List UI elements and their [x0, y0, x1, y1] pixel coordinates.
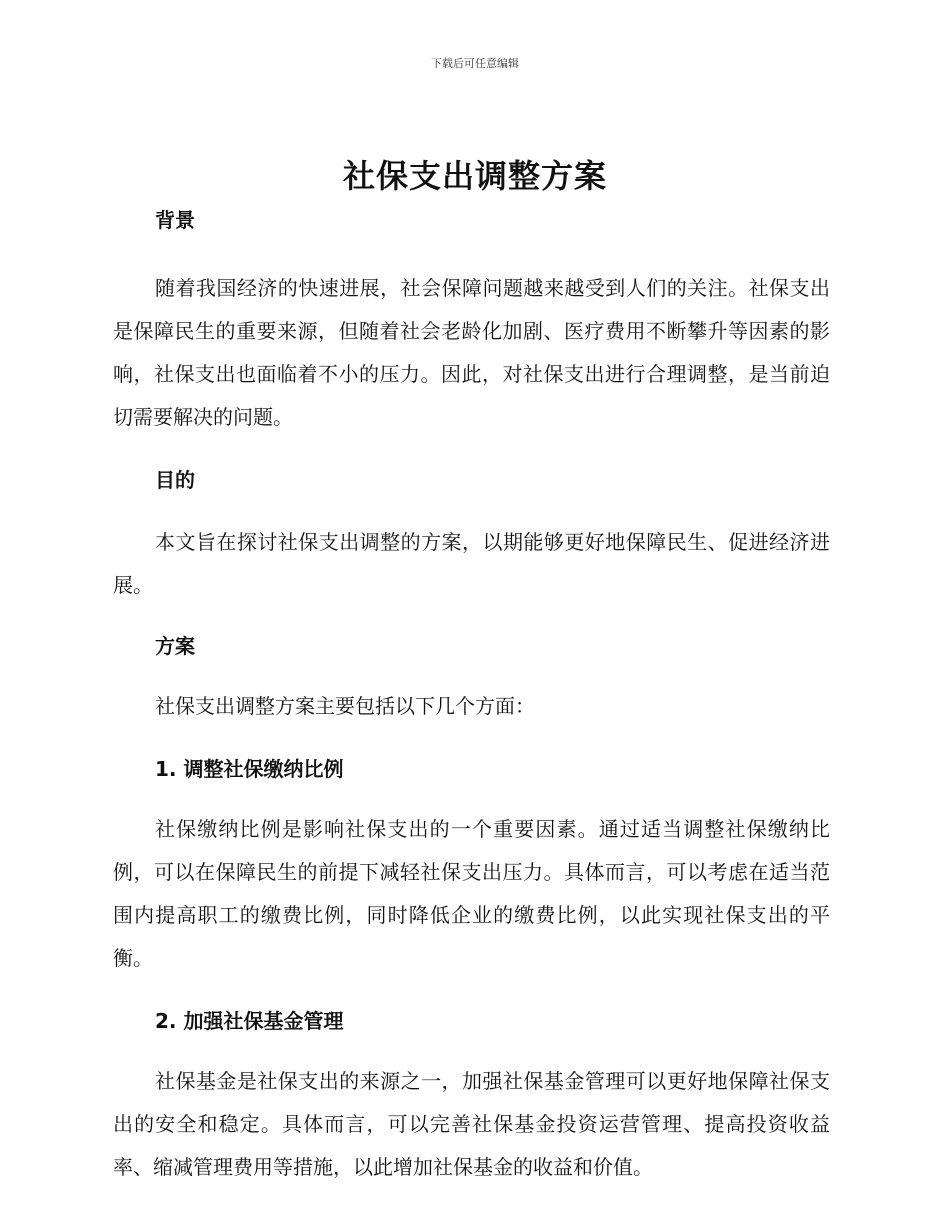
section-text-background: 随着我国经济的快速进展，社会保障问题越来越受到人们的关注。社保支出是保障民生的重要来源，但随着社会老龄化加剧、医疗费用不断攀升等因素的影响，社保支出也面临着不小的压力。因此，对社保支出进行合理调整，是当前迫切需要解决的问题。 [113, 276, 830, 429]
section-heading-item1: 1. 调整社保缴纳比例 [155, 757, 344, 781]
section-heading-plan: 方案 [155, 634, 195, 658]
header-note: 下载后可任意编辑 [431, 57, 519, 70]
section-text-purpose: 本文旨在探讨社保支出调整的方案，以期能够更好地保障民生、促进经济进展。 [113, 530, 830, 597]
section-text-plan: 社保支出调整方案主要包括以下几个方面： [155, 694, 535, 718]
section-text-item1: 社保缴纳比例是影响社保支出的一个重要因素。通过适当调整社保缴纳比例，可以在保障民生的前提下减轻社保支出压力。具体而言，可以考虑在适当范围内提高职工的缴费比例，同时降低企业的缴费比例，以此实现社保支出的平衡。 [113, 817, 830, 970]
section-text-item2: 社保基金是社保支出的来源之一，加强社保基金管理可以更好地保障社保支出的安全和稳定。具体而言，可以完善社保基金投资运营管理、提高投资收益率、缩减管理费用等措施，以此增加社保基金的收益和价值。 [113, 1069, 830, 1179]
section-heading-background: 背景 [155, 208, 195, 232]
document-title: 社保支出调整方案 [342, 157, 607, 195]
section-heading-item2: 2. 加强社保基金管理 [155, 1009, 344, 1033]
section-heading-purpose: 目的 [155, 468, 195, 492]
document-body [113, 205, 830, 1189]
